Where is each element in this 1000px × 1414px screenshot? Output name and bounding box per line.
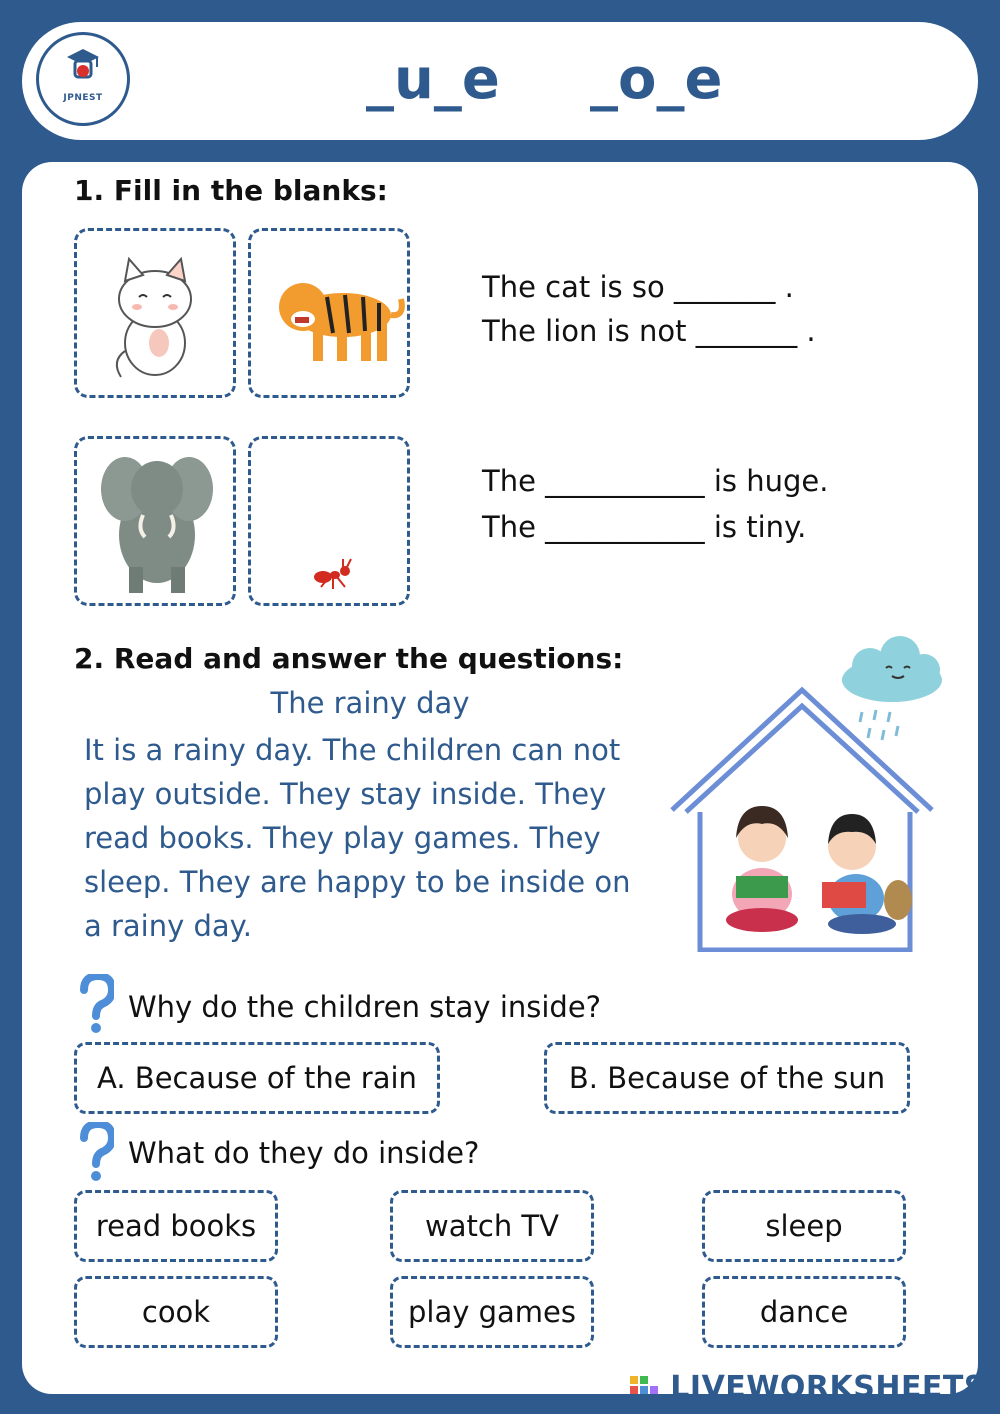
q2-option-cook[interactable]: cook: [74, 1276, 278, 1348]
q2-option-watch-tv[interactable]: watch TV: [390, 1190, 594, 1262]
girl-reading-icon: [726, 806, 798, 932]
question-mark-icon: [78, 974, 114, 1034]
house-with-children-illustration: [662, 632, 962, 952]
sentence-tiny: The ___________ is tiny.: [482, 510, 807, 544]
passage-text: [84, 728, 664, 948]
passage-line: It is a rainy day. The children can not: [84, 733, 621, 767]
boy-reading-icon: [822, 814, 912, 934]
q2-option-dance[interactable]: dance: [702, 1276, 906, 1348]
q2-option-play-games[interactable]: play games: [390, 1276, 594, 1348]
sentence-lion: The lion is not _______ .: [482, 314, 816, 348]
worksheet-body: [22, 162, 978, 1394]
cat-picture-box: [74, 228, 236, 398]
liveworksheets-logo-icon: [630, 1376, 660, 1402]
header-banner: [22, 22, 978, 140]
title-o-e: _o_e: [590, 47, 723, 112]
section1-title: 1. Fill in the blanks:: [74, 174, 388, 207]
watermark-text: LIVEWORKSHEETS: [670, 1370, 986, 1405]
question-1: Why do the children stay inside?: [128, 990, 602, 1024]
q2-option-read-books[interactable]: read books: [74, 1190, 278, 1262]
cat-icon: [77, 231, 233, 395]
ant-picture-box: [248, 436, 410, 606]
sentence-huge: The ___________ is huge.: [482, 464, 829, 498]
passage-line: read books. They play games. They: [84, 821, 601, 855]
question-2: What do they do inside?: [128, 1136, 480, 1170]
sentence-cat: The cat is so _______ .: [482, 270, 794, 304]
passage-line: play outside. They stay inside. They: [84, 777, 607, 811]
elephant-icon: [77, 439, 233, 603]
jpnest-logo: [36, 32, 130, 126]
question-mark-icon: [78, 1122, 114, 1182]
passage-line: a rainy day.: [84, 909, 252, 943]
liveworksheets-watermark: [670, 1370, 986, 1405]
logo-label: JPNEST: [63, 93, 103, 103]
elephant-picture-box: [74, 436, 236, 606]
title-u-e: _u_e: [366, 47, 500, 112]
tiger-picture-box: [248, 228, 410, 398]
passage-line: sleep. They are happy to be inside on: [84, 865, 631, 899]
tiger-icon: [251, 231, 407, 395]
cloud-icon: [842, 636, 942, 740]
q1-option-b[interactable]: B. Because of the sun: [544, 1042, 910, 1114]
section2-title: 2. Read and answer the questions:: [74, 642, 624, 675]
graduation-cap-icon: [39, 35, 127, 95]
passage-title: The rainy day: [270, 686, 470, 720]
ant-icon: [251, 439, 407, 603]
q1-option-a[interactable]: A. Because of the rain: [74, 1042, 440, 1114]
q2-option-sleep[interactable]: sleep: [702, 1190, 906, 1262]
